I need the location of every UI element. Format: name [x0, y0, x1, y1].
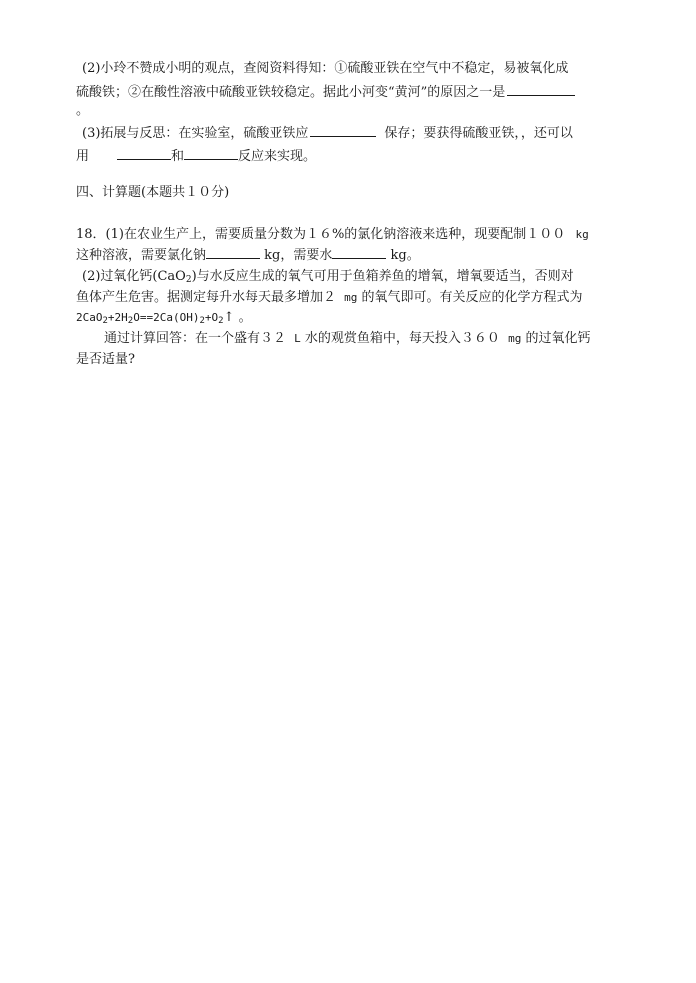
q18-p2-line1-text: (2)过氧化钙(CaO — [82, 269, 186, 284]
equation-end: ↑ 。 — [223, 310, 252, 325]
part2-line2-text: 硫酸铁；②在酸性溶液中硫酸亚铁较稳定。据此小河变“黄河”的原因之一是 — [76, 85, 506, 100]
part3-line2a-text: 用 — [76, 149, 90, 164]
answer-blank-storage[interactable] — [310, 123, 376, 137]
answer-blank-reason[interactable] — [507, 82, 575, 96]
q18-p1-line2c-text: kg。 — [390, 248, 420, 263]
q18-unit-mg: mg — [344, 291, 358, 304]
q18-p1-line2b-text: kg，需要水 — [264, 248, 333, 263]
q18-p2-line1-sub: 2 — [185, 275, 192, 285]
part3-line1 — [82, 123, 573, 143]
q18-p3-line1e-text: 的过氧化钙 — [525, 331, 591, 346]
q18-unit-kg: kg — [575, 228, 589, 241]
q18-p2-line1-rest: )与水反应生成的氧气可用于鱼箱养鱼的增氧，增氧要适当，否则对 — [191, 269, 574, 284]
q18-p2-line2-text: 鱼体产生危害。据测定每升水每天最多增加２ — [76, 290, 337, 305]
answer-blank-water[interactable] — [332, 245, 386, 259]
q18-p2-line2 — [76, 289, 583, 307]
q18-p3-line1 — [104, 330, 590, 348]
part3-line2c-text: 反应来实现。 — [238, 149, 317, 164]
q18-unit-mg2: mg — [508, 332, 522, 345]
q18-p1-line1a-text: 18．(1)在农业生产上，需要质量分数为１６%的氯化钠溶液来选种，现要配制１００ — [76, 227, 566, 242]
q18-p1-line2a-text: 这种溶液，需要氯化钠 — [76, 248, 207, 263]
q18-p3-line1c-text: 水的观赏鱼箱中，每天投入３６０ — [304, 331, 500, 346]
q18-p3-line2-text: 是否适量? — [76, 352, 135, 367]
part2-line1-text: (2)小玲不赞成小明的观点，查阅资料得知：①硫酸亚铁在空气中不稳定，易被氧化成 — [82, 61, 569, 76]
q18-p1-line2 — [76, 245, 420, 265]
part3-line1b-text: 保存；要获得硫酸亚铁，，还可以 — [384, 126, 573, 141]
part2-line2 — [76, 82, 575, 102]
q18-unit-L: L — [294, 332, 301, 345]
part3-line2b-text: 和 — [171, 149, 185, 164]
q18-p2-line1 — [82, 268, 574, 286]
answer-blank-nacl[interactable] — [206, 245, 260, 259]
part2-line3-text: 。 — [76, 103, 90, 118]
chemical-equation: $2CaO_2+2H_2O==2Ca(OH)_2+O_2$ — [76, 311, 224, 326]
q18-p3-line2 — [76, 351, 135, 369]
q18-p1-line1 — [76, 226, 589, 244]
part2-line3 — [76, 102, 89, 120]
q18-p3-line1a-text: 通过计算回答：在一个盛有３２ — [104, 331, 287, 346]
section4-heading — [76, 184, 229, 202]
q18-p2-line2-rest: 的氧气即可。有关反应的化学方程式为 — [361, 290, 583, 305]
q18-equation — [76, 309, 252, 327]
answer-blank-reagent2[interactable] — [184, 146, 238, 160]
part3-line2 — [76, 146, 316, 166]
part2-line1 — [82, 60, 568, 78]
answer-blank-reagent1[interactable] — [117, 146, 171, 160]
part3-line1a-text: (3)拓展与反思：在实验室，硫酸亚铁应 — [82, 126, 309, 141]
section4-heading-text: 四、计算题(本题共１０分) — [76, 185, 230, 200]
